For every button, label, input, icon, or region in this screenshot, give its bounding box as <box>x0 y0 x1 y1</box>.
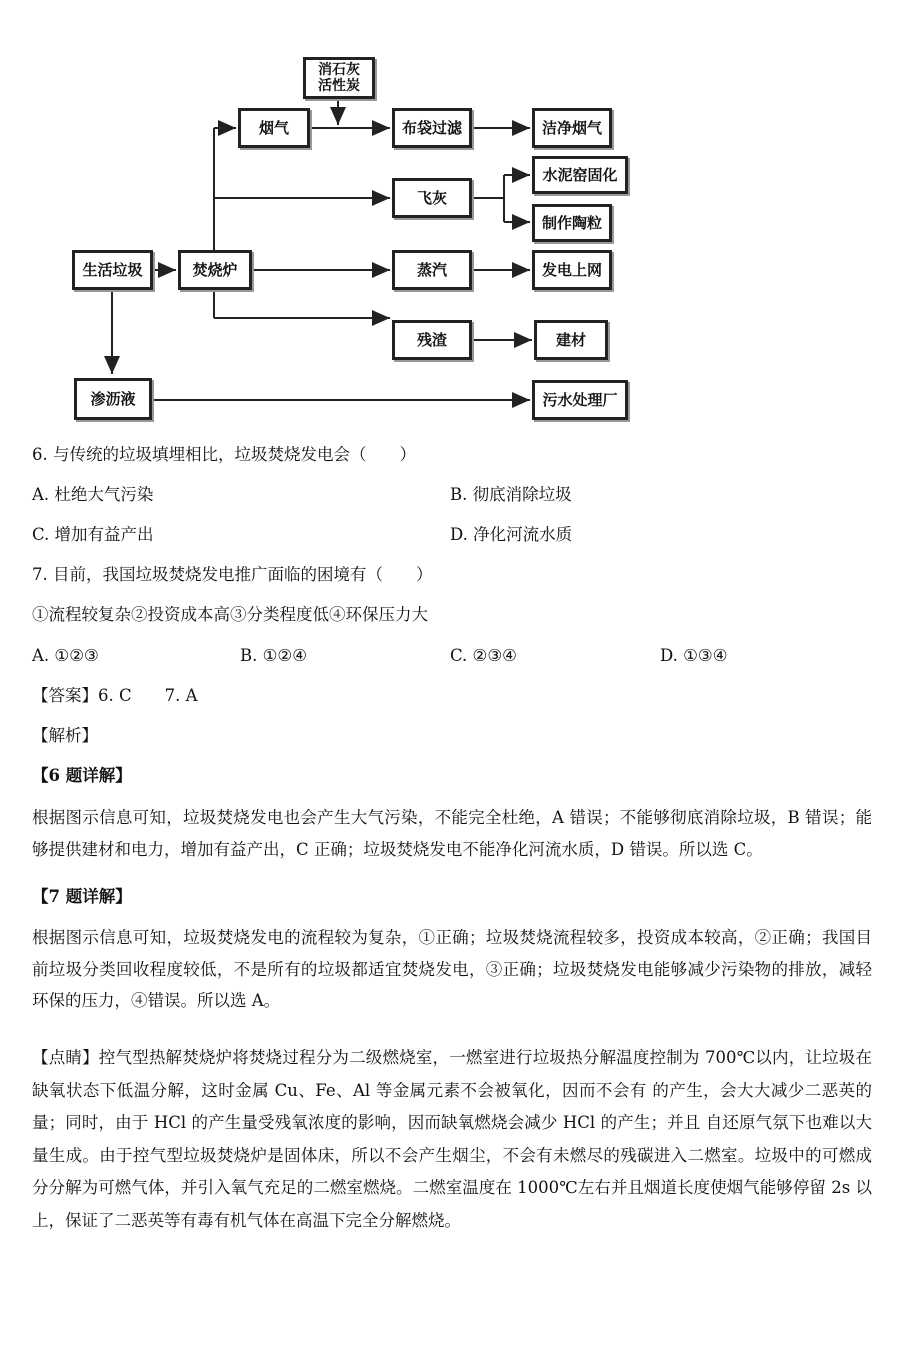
detail7-text: 根据图示信息可知，垃圾焚烧发电的流程较为复杂，①正确；垃圾焚烧流程较多，投资成本较高，②正确；我国目前垃圾分类回收程度较低，不是所有的垃圾都适宜焚烧发电，③正确；垃圾焚烧发电能够减少污染物的排放，减轻环保的压力，④错误。所以选 A。 <box>32 928 872 1010</box>
node-sewage-plant: 污水处理厂 <box>532 380 628 420</box>
node-ceramsite: 制作陶粒 <box>532 204 612 242</box>
node-cement-kiln: 水泥窑固化 <box>532 156 628 194</box>
q7-option-d: D. ①③④ <box>660 646 728 665</box>
node-incinerator: 焚烧炉 <box>178 250 252 290</box>
detail7-heading: 【7 题详解】 <box>32 887 132 906</box>
flowchart <box>0 0 900 430</box>
q6-option-a: A. 杜绝大气污染 <box>32 485 154 504</box>
q7-option-b: B. ①②④ <box>240 646 307 665</box>
q6-option-d: D. 净化河流水质 <box>450 525 573 544</box>
node-household-garbage: 生活垃圾 <box>72 250 153 290</box>
q7-option-a: A. ①②③ <box>32 646 99 665</box>
node-bag-filter: 布袋过滤 <box>392 108 472 148</box>
analysis-heading: 【解析】 <box>32 726 98 745</box>
node-flue-gas: 烟气 <box>238 108 310 148</box>
q6-option-c: C. 增加有益产出 <box>32 525 154 544</box>
tip-text: 【点睛】控气型热解焚烧炉将焚烧过程分为二级燃烧室，一燃室进行垃圾热分解温度控制为 700℃以内，让垃圾在缺氧状态下低温分解，这时金属 Cu、Fe、Al 等金属元素不会被氧化，因而不会有 的产生，会大大减少二恶英的量；同时，由于 HCl 的产生量受残氧浓度的影响，因而缺氧燃烧会减少 HCl 的产生；并且 自还原气氛下也难以大量生成。由于控气型垃圾焚烧炉是固体床，所以不会产生烟尘，不会有未燃尽的残碳进入二燃室。垃圾中的可燃成分分解为可燃气体，并引入氧气充足的二燃室燃烧。二燃室温度在 1000℃左右并且烟道长度使烟气能够停留 2s 以上，保证了二恶英等有毒有机气体在高温下完全分解燃烧。 <box>32 1048 872 1230</box>
detail6-text: 根据图示信息可知，垃圾焚烧发电也会产生大气污染，不能完全杜绝，A 错误；不能够彻底消除垃圾，B 错误；能够提供建材和电力，增加有益产出，C 正确；垃圾焚烧发电不能净化河流水质，D 错误。所以选 C。 <box>32 808 872 859</box>
node-fly-ash: 飞灰 <box>392 178 472 218</box>
answer-line: 【答案】6. C 7. A <box>32 686 198 705</box>
q7-items: ①流程较复杂②投资成本高③分类程度低④环保压力大 <box>32 605 428 624</box>
node-leachate: 渗沥液 <box>74 378 152 420</box>
node-residue: 残渣 <box>392 320 472 360</box>
node-clean-gas: 洁净烟气 <box>532 108 612 148</box>
node-building-material: 建材 <box>534 320 608 360</box>
node-steam: 蒸汽 <box>392 250 472 290</box>
node-lime-carbon: 消石灰 活性炭 <box>303 57 375 99</box>
q6-stem: 6. 与传统的垃圾填埋相比，垃圾焚烧发电会（ ） <box>32 445 416 464</box>
detail6-heading: 【6 题详解】 <box>32 766 132 785</box>
q6-option-b: B. 彻底消除垃圾 <box>450 485 572 504</box>
q7-option-c: C. ②③④ <box>450 646 517 665</box>
q7-stem: 7. 目前，我国垃圾焚烧发电推广面临的困境有（ ） <box>32 565 433 584</box>
node-power-grid: 发电上网 <box>532 250 612 290</box>
